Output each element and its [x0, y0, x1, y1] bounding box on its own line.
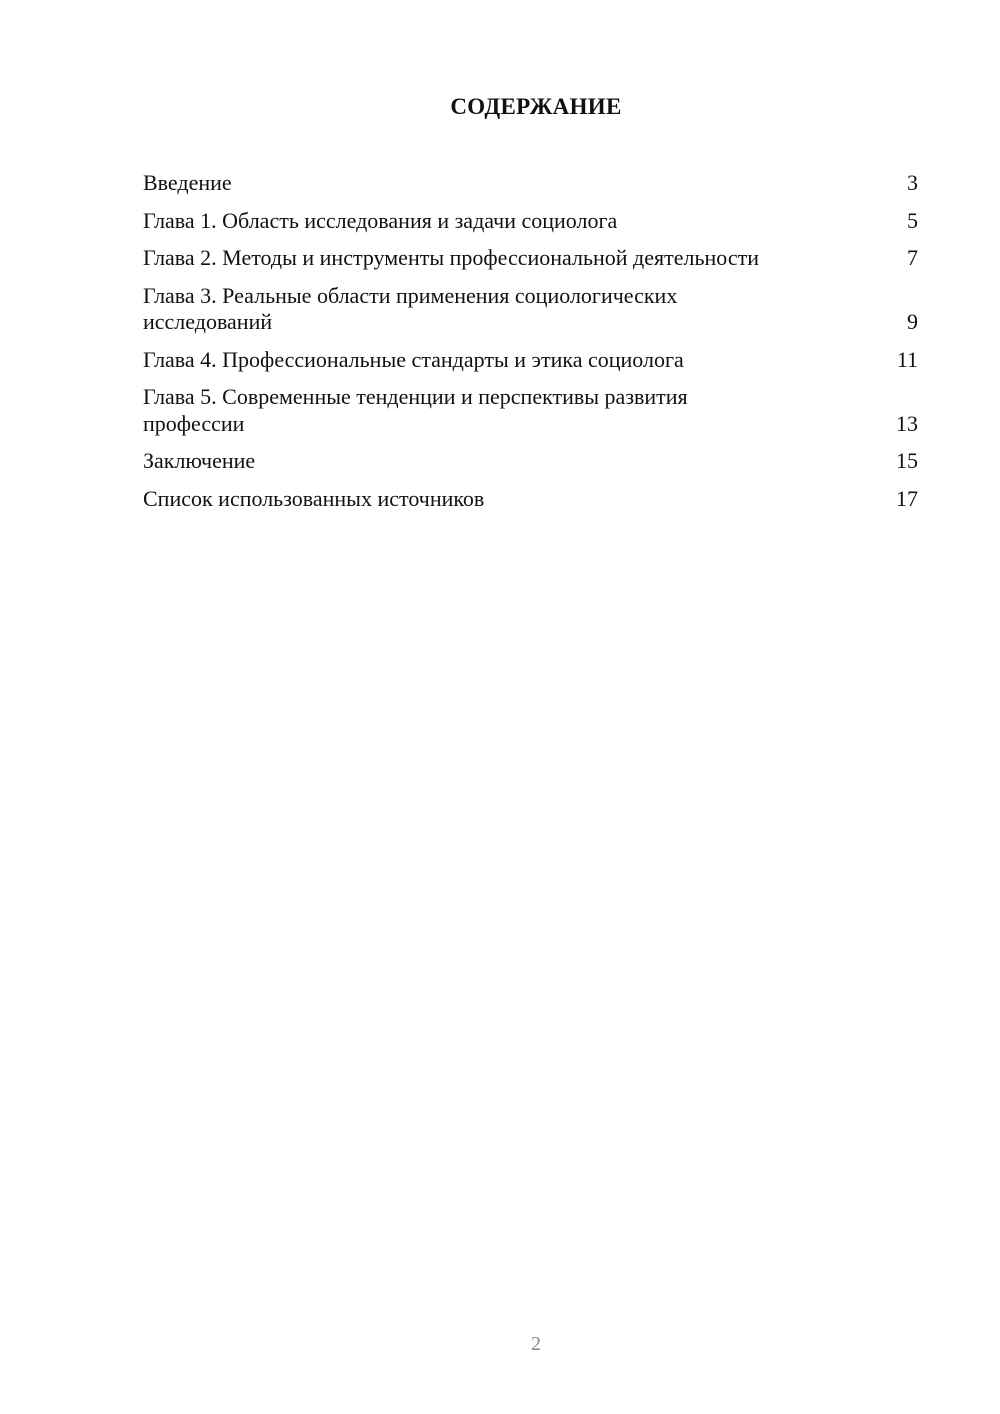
- toc-item-chapter-3: [143, 283, 918, 336]
- toc-item-page: 13: [896, 410, 918, 436]
- toc-item-chapter-5: [143, 384, 918, 437]
- toc-item-label: Глава 2. Методы и инструменты профессиональной деятельности: [143, 245, 759, 270]
- toc-item-label: Глава 4. Профессиональные стандарты и этика социолога: [143, 346, 684, 372]
- toc-item-label: Глава 5. Современные тенденции и перспективы развития профессии: [143, 384, 688, 436]
- toc-item-label: Заключение: [143, 448, 256, 473]
- toc-item-label: Список использованных источников: [143, 485, 485, 511]
- page-number: 2: [531, 1333, 541, 1355]
- page-title: СОДЕРЖАНИЕ: [450, 94, 622, 119]
- toc-item-references: [143, 486, 918, 513]
- toc-item-page: 15: [896, 448, 918, 473]
- toc-item-chapter-4: [143, 347, 918, 374]
- toc-item-label: Введение: [143, 170, 232, 195]
- toc-item-page: 9: [907, 309, 918, 334]
- table-of-contents: [143, 170, 918, 523]
- toc-item-introduction: [143, 170, 918, 197]
- toc-item-chapter-2: [143, 245, 918, 272]
- toc-item-page: 7: [907, 245, 918, 270]
- toc-item-conclusion: [143, 448, 918, 475]
- toc-item-page: 5: [907, 207, 918, 233]
- toc-item-chapter-1: [143, 208, 918, 235]
- toc-item-label: Глава 3. Реальные области применения социологических исследований: [143, 282, 678, 334]
- toc-item-page: 11: [896, 346, 918, 372]
- toc-item-page: 3: [907, 170, 918, 195]
- toc-item-page: 17: [896, 485, 918, 511]
- toc-item-label: Глава 1. Область исследования и задачи социолога: [143, 207, 618, 233]
